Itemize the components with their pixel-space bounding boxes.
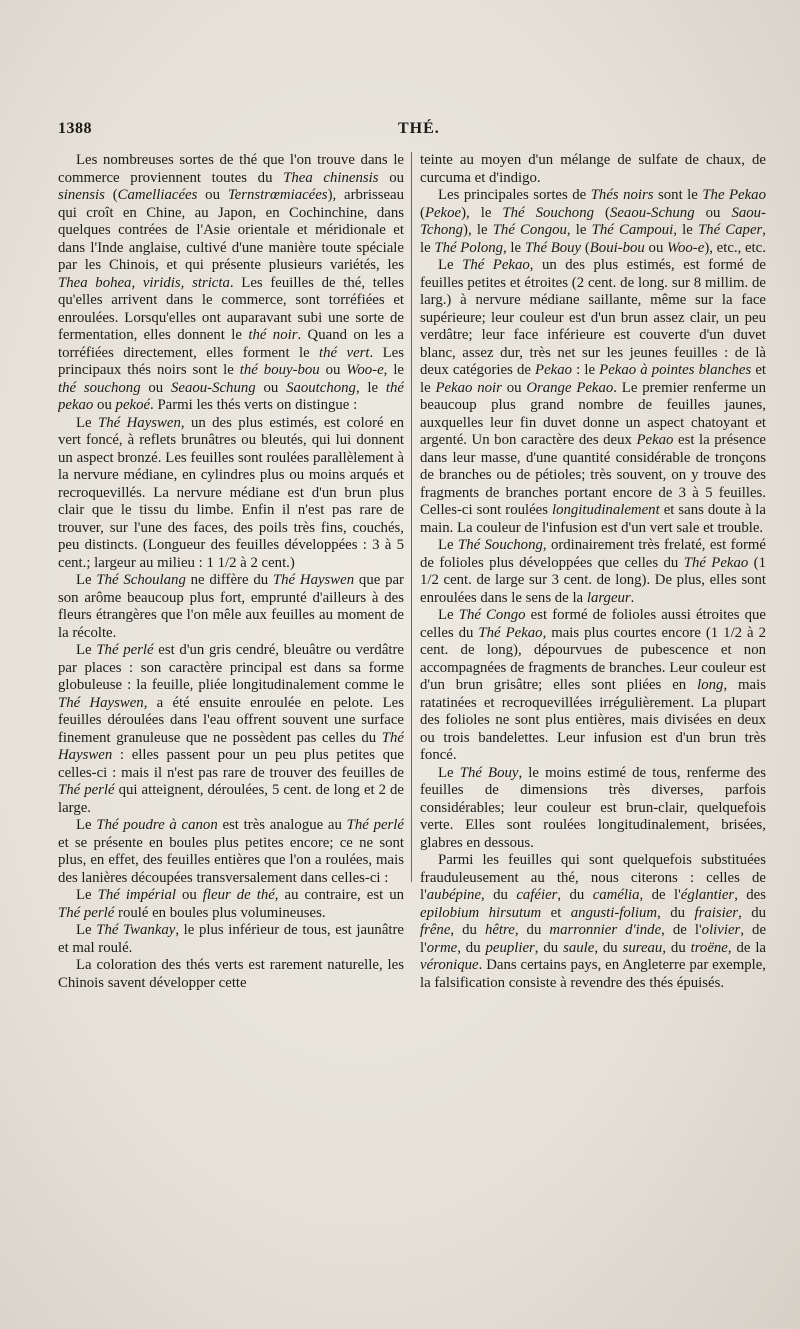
column-divider [411,152,412,882]
paragraph: Parmi les feuilles qui sont quelquefois substituées frauduleusement au thé, nous citerons : celles de l'aubépine, du caféier, du camélia, de l'églantier, des epilobium hirsutum et angusti-folium, du fraisier, du frêne, du hêtre, du marronnier d'inde, de l'olivier, de l'orme, du peuplier, du saule, du sureau, du troëne, de la véronique. Dans certains pays, en Angleterre par exemple, la falsification consiste à revendre des thés épuisés. [420,852,766,991]
text-columns [58,152,766,1287]
paragraph: La coloration des thés verts est rarement naturelle, les Chinois savent développer cette [58,957,404,991]
page-number: 1388 [58,120,92,137]
paragraph: teinte au moyen d'un mélange de sulfate de chaux, de curcuma et d'indigo. [420,152,766,186]
paragraph: Le Thé Congo est formé de folioles aussi étroites que celles du Thé Pekao, mais plus courtes encore (1 1/2 à 2 cent. de long), dépourvues de pubescence et non accompagnées de fragments de branches. Leur couleur est d'un brun grisâtre; elles sont pliées en long, mais ratatinées et recroquevillées irrégulièrement. La plupart des folioles ne sont plus entières, mais divisées en deux ou trois bandelettes. Leur infusion est d'un brun très foncé. [420,607,766,763]
paragraph: Le Thé Hayswen, un des plus estimés, est coloré en vert foncé, à reflets brunâtres ou bleutés, qui lui donnent un aspect bronzé. Les feuilles sont roulées parallèlement à la nervure médiane, en cylindres plus ou moins arqués et recroquevillés. La nervure médiane est d'un brun plus clair que le tissu du limbe. Enfin il n'est pas rare de trouver, sur l'une des faces, des poils très fins, couchés, peu distincts. (Longueur des feuilles développées : 3 à 5 cent.; largeur au milieu : 1 1/2 à 2 cent.) [58,414,404,571]
paragraph: Les nombreuses sortes de thé que l'on trouve dans le commerce proviennent toutes du Thea chinensis ou sinensis (Camelliacées ou Ternstrœmiacées), arbrisseau qui croît en Chine, au Japon, en Cochinchine, dans quelques contrées de l'Asie orientale et méridionale et dans l'Inde anglaise, cultivé d'une manière toute spéciale par les Chinois, et qui présente plusieurs variétés, les Thea bohea, viridis, stricta. Les feuilles de thé, telles qu'elles arrivent dans le commerce, sont torréfiées et enroulées. Lorsqu'elles ont auparavant subi une sorte de fermentation, elles donnent le thé noir. Quand on les a torréfiées directement, elles forment le thé vert. Les principaux thés noirs sont le thé bouy-bou ou Woo-e, le thé souchong ou Seaou-Schung ou Saoutchong, le thé pekao ou pekoé. Parmi les thés verts on distingue : [58,152,404,413]
running-head: THÉ. [398,120,440,137]
paragraph: Le Thé Pekao, un des plus estimés, est formé de feuilles petites et étroites (2 cent. de long. sur 8 millim. de larg.) à nervure médiane saillante, même sur la face supérieure; leur couleur est d'un brun assez clair, un peu verdâtre; leur face inférieure est couverte d'un duvet blanc, assez dur, très net sur les jeunes feuilles : de là deux catégories de Pekao : le Pekao à pointes blanches et le Pekao noir ou Orange Pekao. Le premier renferme un beaucoup plus grand nombre de feuilles jaunes, auxquelles leur fin duvet donne un aspect chatoyant et argenté. Un bon caractère des deux Pekao est la présence dans leur masse, d'une quantité considérable de tronçons de branches ou de pétioles; très souvent, on y trouve des fragments de branches portant encore de 3 à 5 feuilles. Celles-ci sont roulées longitudinalement et sans doute à la main. La couleur de l'infusion est d'un vert sale et trouble. [420,257,766,536]
paragraph: Le Thé poudre à canon est très analogue au Thé perlé et se présente en boules plus petites encore; ce ne sont plus, en effet, des feuilles entières que l'on a roulées, mais des lanières découpées transversalement dans celles-ci : [58,817,404,886]
right-column [420,152,766,1287]
paragraph: Le Thé impérial ou fleur de thé, au contraire, est un Thé perlé roulé en boules plus volumineuses. [58,887,404,921]
paragraph: Le Thé Bouy, le moins estimé de tous, renferme des feuilles de dimensions très diverses, parfois considérables; leur couleur est brun-clair, quelquefois verte. Elles sont roulées longitudinalement, brisées, glabres en dessous. [420,764,766,851]
paragraph: Le Thé Twankay, le plus inférieur de tous, est jaunâtre et mal roulé. [58,922,404,956]
paragraph: Le Thé perlé est d'un gris cendré, bleuâtre ou verdâtre par places : son caractère principal est dans sa forme globuleuse : la feuille, pliée longitudinalement comme le Thé Hayswen, a été ensuite enroulée en pelote. Les feuilles déroulées dans l'eau offrent souvent une surface finement granuleuse que ne possèdent pas celles du Thé Hayswen : elles passent pour un peu plus petites que celles-ci : mais il n'est pas rare de trouver des feuilles de Thé perlé qui atteignent, déroulées, 5 cent. de long et 2 de large. [58,642,404,816]
page-header [58,120,742,146]
paragraph: Le Thé Schoulang ne diffère du Thé Hayswen que par son arôme beaucoup plus fort, emprunté d'ailleurs à des fleurs étrangères que l'on mêle aux feuilles au moment de la récolte. [58,572,404,641]
paragraph: Les principales sortes de Thés noirs sont le The Pekao (Pekoe), le Thé Souchong (Seaou-Schung ou Saou-Tchong), le Thé Congou, le Thé Campoui, le Thé Caper, le Thé Polong, le Thé Bouy (Boui-bou ou Woo-e), etc., etc. [420,187,766,256]
paragraph: Le Thé Souchong, ordinairement très frelaté, est formé de folioles plus développées que celles du Thé Pekao (1 1/2 cent. de large sur 3 cent. de long). De plus, elles sont enroulées dans le sens de la largeur. [420,537,766,606]
left-column [58,152,404,1287]
